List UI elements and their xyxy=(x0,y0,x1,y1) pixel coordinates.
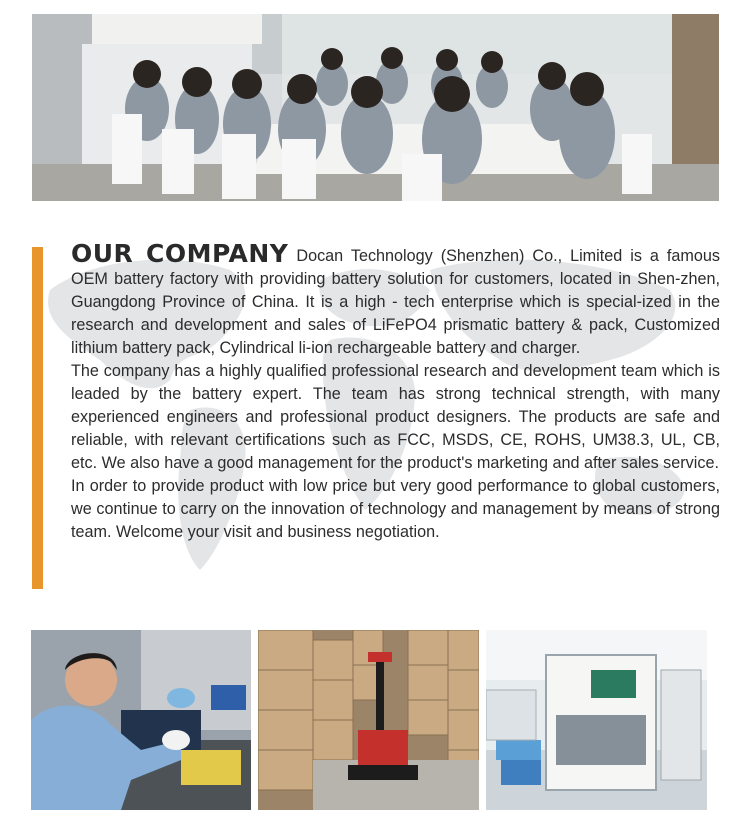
production-line-photo xyxy=(486,630,707,810)
paragraph-1 xyxy=(71,239,720,360)
company-description xyxy=(71,239,720,544)
section-heading: OUR COMPANY xyxy=(71,239,289,268)
team-meeting-photo xyxy=(32,14,719,201)
paragraph-2: The company has a highly qualified professional research and development team which is leaded by the battery expert. The team has strong technical strength, with many experienced engineers and professional product designers. The products are safe and reliable, with relevant certifications such as FCC, MSDS, CE, ROHS, UM38.3, UL, CB, etc. We also have a good management for the product's marketing and after sales service. xyxy=(71,362,720,472)
accent-bar xyxy=(32,247,43,589)
battery-assembly-photo xyxy=(31,630,251,810)
paragraph-3: In order to provide product with low price but very good performance to global customers, we continue to carry on the innovation of technology and management by means of strong team. Welcome your visit and business negotiation. xyxy=(71,477,720,541)
paragraph-1-text: Docan Technology (Shenzhen) Co., Limited is a famous OEM battery factory with providing battery solution for customers, located in Shen-zhen, Guangdong Province of China. It is a high - tech enterprise which is special-ized in the research and development and sales of LiFePO4 prismatic battery & pack, Customized lithium battery pack, Cylindrical li-ion rechargeable battery and charger. xyxy=(71,247,720,357)
warehouse-photo xyxy=(258,630,479,810)
